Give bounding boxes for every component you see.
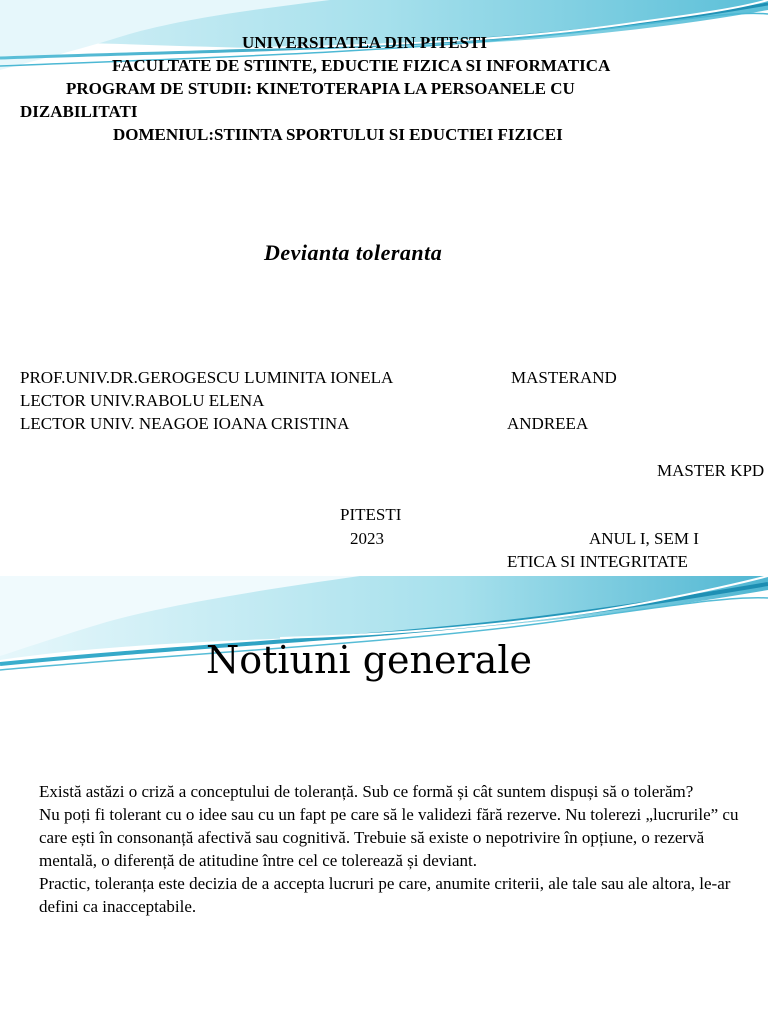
paragraph-3: Practic, toleranța este decizia de a accepta lucruri pe care, anumite criterii, ale tale sau ale altora, le-ar defini ca inacceptabile.	[39, 874, 731, 916]
slide-title: Notiuni generale	[206, 638, 532, 682]
student-name: ANDREEA	[507, 414, 589, 433]
presentation-title: Devianta toleranta	[264, 240, 443, 265]
study-program-cont: DIZABILITATI	[20, 102, 138, 121]
university-name: UNIVERSITATEA DIN PITESTI	[242, 33, 487, 52]
professor-3: LECTOR UNIV. NEAGOE IOANA CRISTINA	[20, 414, 350, 433]
professor-2: LECTOR UNIV.RABOLU ELENA	[20, 391, 265, 410]
student-label: MASTERAND	[511, 368, 617, 387]
study-program: PROGRAM DE STUDII: KINETOTERAPIA LA PERSOANELE CU	[66, 79, 575, 98]
year: 2023	[350, 529, 384, 548]
master-program: MASTER KPD	[657, 461, 765, 480]
course-name: ETICA SI INTEGRITATE	[507, 552, 688, 571]
paragraph-2: Nu poți fi tolerant cu o idee sau cu un fapt pe care să le validezi fără rezerve. Nu tolerezi „lucrurile” cu care ești în consonanță afectivă sau cognitivă. Trebuie să existe o nepotrivire în opțiune, o rezervă mentală, o diferență de atitudine între cel ce tolerează și deviant.	[39, 805, 739, 870]
study-year: ANUL I, SEM I	[589, 529, 699, 548]
paragraph-1: Există astăzi o criză a conceptului de toleranță. Sub ce formă și cât suntem dispuși să o tolerăm?	[39, 782, 694, 801]
content-slide	[0, 576, 768, 1024]
faculty-name: FACULTATE DE STIINTE, EDUCTIE FIZICA SI INFORMATICA	[112, 56, 611, 75]
city: PITESTI	[340, 505, 402, 524]
professor-1: PROF.UNIV.DR.GEROGESCU LUMINITA IONELA	[20, 368, 394, 387]
domain-name: DOMENIUL:STIINTA SPORTULUI SI EDUCTIEI FIZICEI	[113, 125, 563, 144]
body-text	[39, 780, 739, 918]
